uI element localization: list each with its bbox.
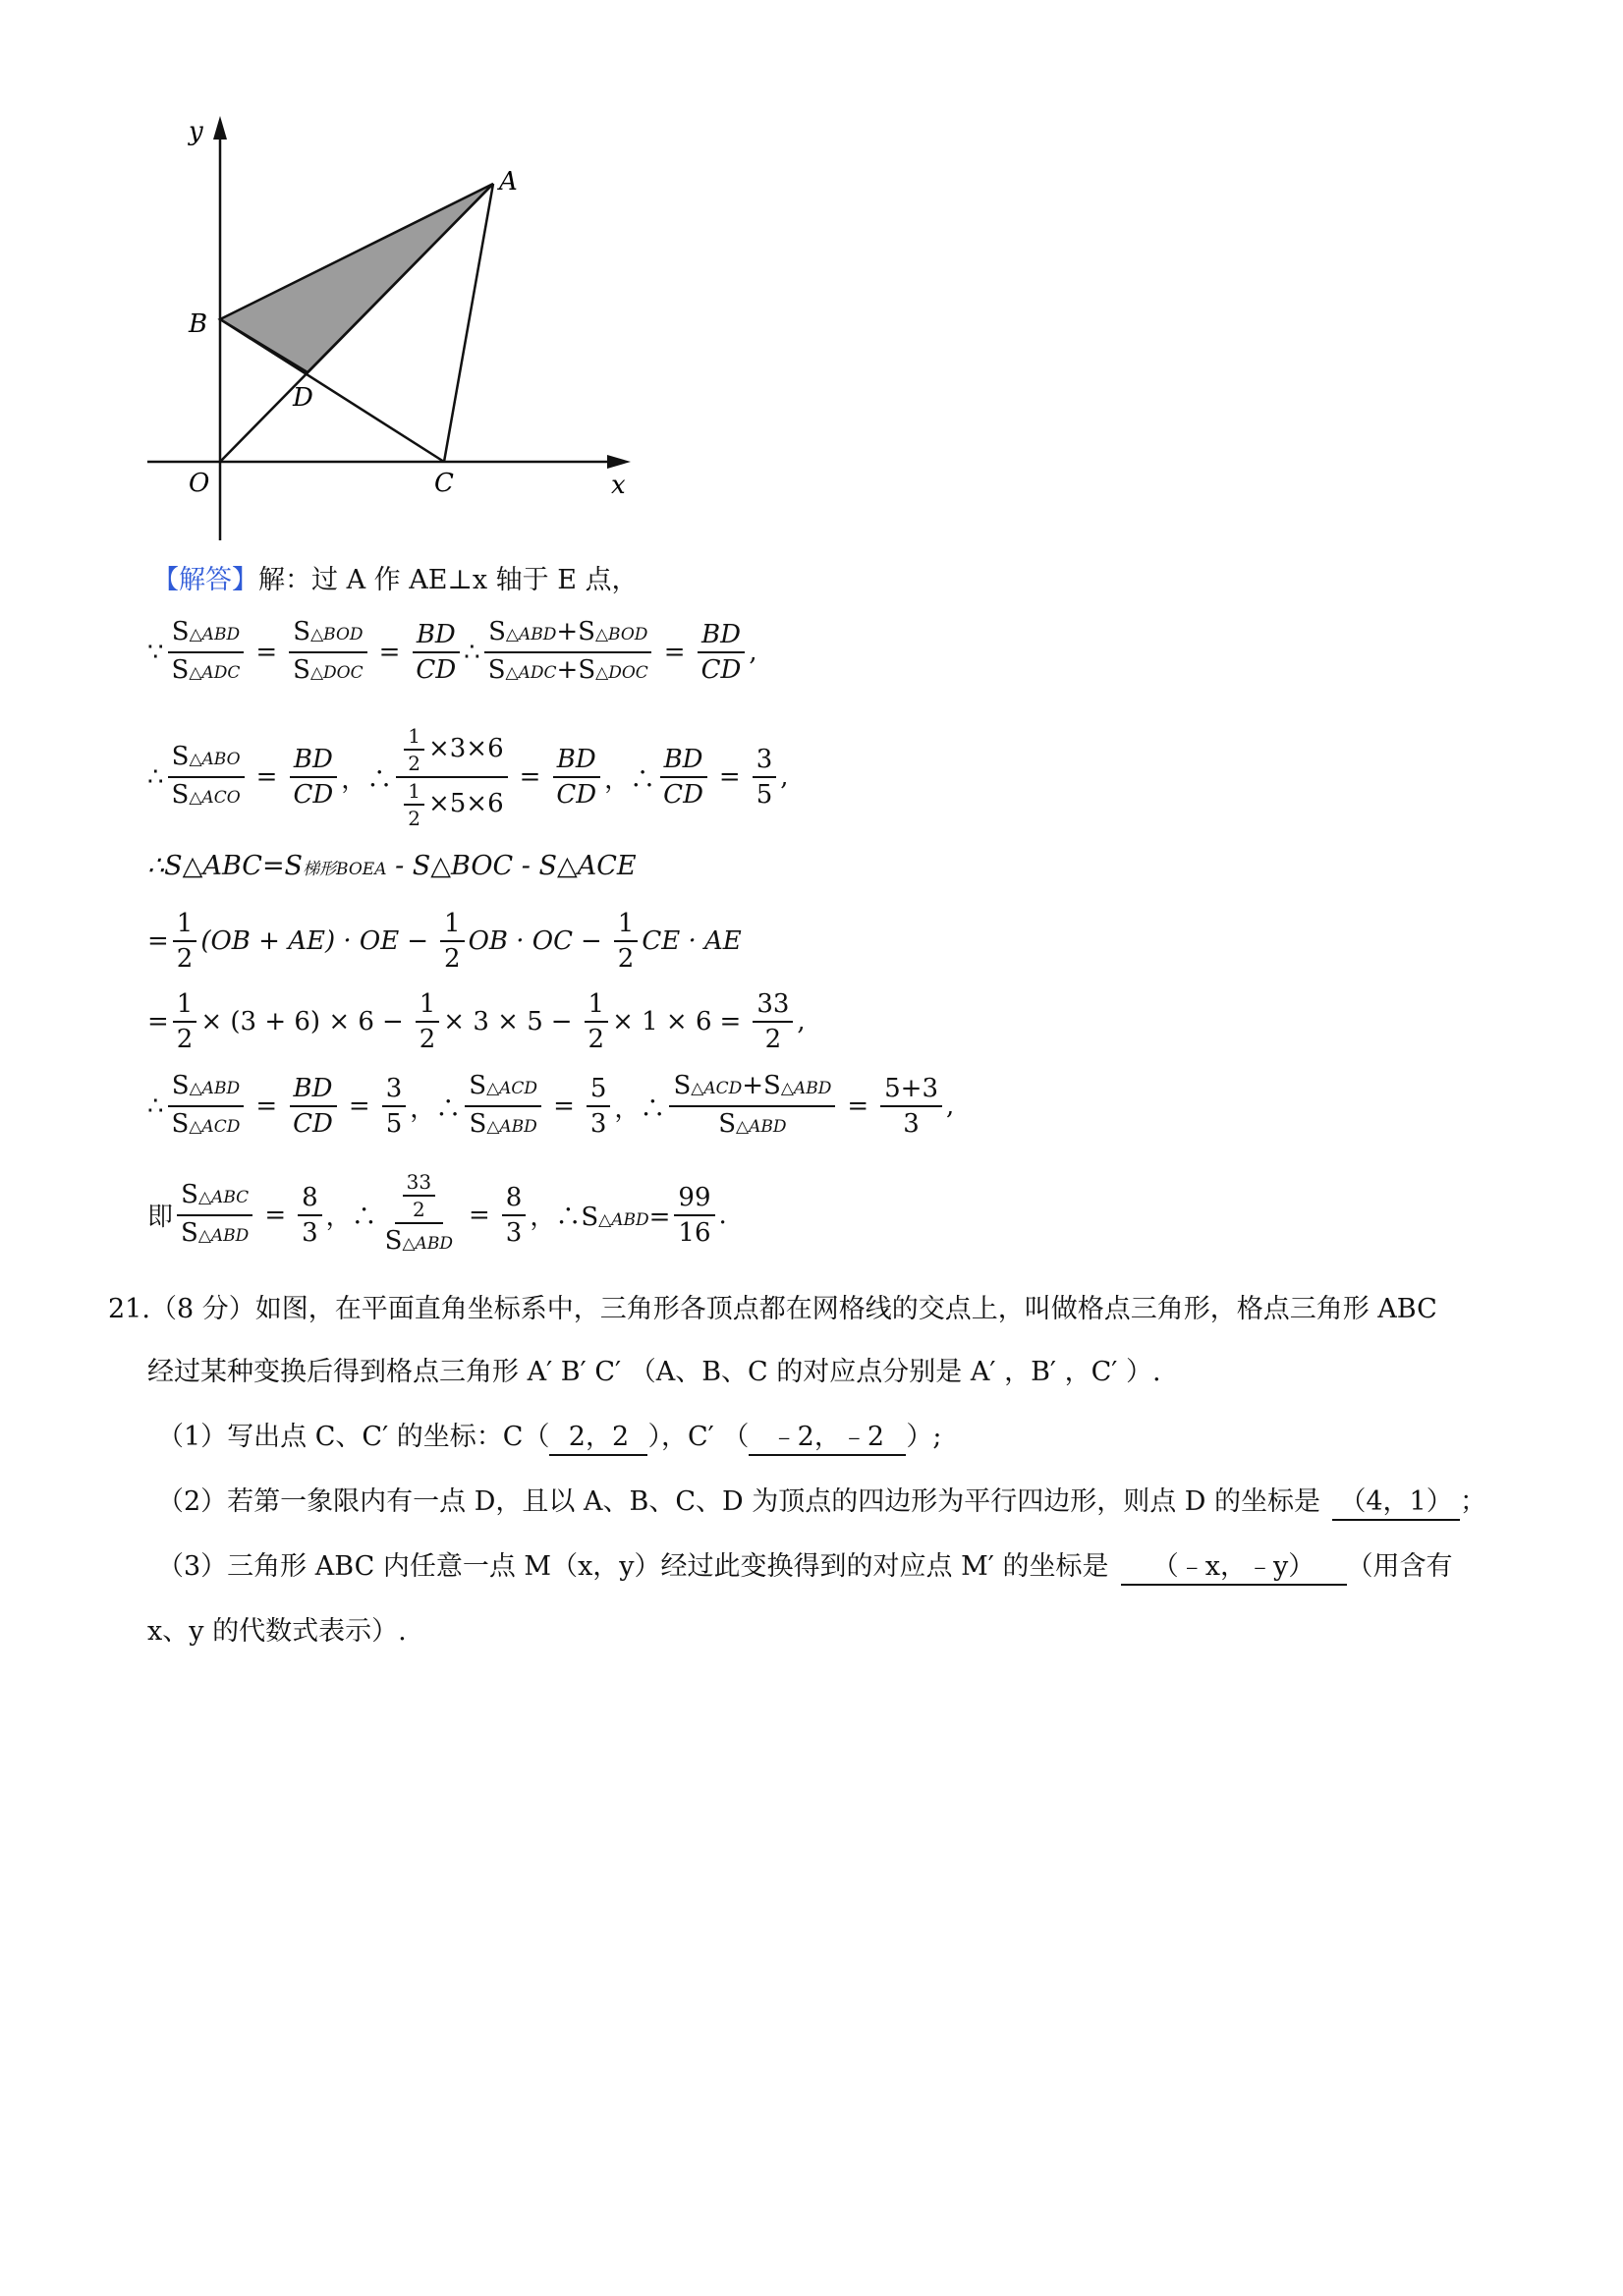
q1-suffix: ）;: [906, 1422, 942, 1452]
solution-tag: 【解答】: [152, 565, 258, 595]
solution-line-7: 即 $\frac{\text{S△ABC}}{\text{S△ABD}}$ = $\frac{8}{3}$ ，∴ $\frac{\frac{33}{2}}{\text{S△ABD}}$ = $\frac{8}{3}$ ，∴S△ABD= $\frac{99}{16}$ .: [147, 1170, 727, 1256]
q1-answer-1: 2，2: [549, 1421, 647, 1456]
line3-prefix: ∴S△ABC=S: [147, 851, 304, 881]
solution-line-6: ∴ $\frac{\text{S△ABD}}{\text{S△ACD}}$ = $\frac{BD}{CD}$ = $\frac{3}{5}$ ，∴ $\frac{\text{S△ACD}}{\text{S△ABD}}$ = $\frac{5}{3}$ ，∴ $\frac{\text{S△ACD+S△ABD}}{\text{S△ABD}}$ = $\frac{5+3}{3}$ ,: [147, 1071, 955, 1139]
x-axis-arrow: [607, 455, 631, 469]
label-b: B: [189, 309, 208, 339]
line3-rest: - S△BOC - S△ACE: [386, 851, 637, 881]
q2-prefix: （2）若第一象限内有一点 D，且以 A、B、C、D 为顶点的四边形为平行四边形，则点 D 的坐标是: [157, 1486, 1321, 1517]
label-c: C: [434, 469, 454, 498]
coordinate-figure: [128, 108, 648, 550]
q2-answer: （4，1）: [1332, 1485, 1460, 1521]
q1-mid: ），C′ （: [647, 1422, 750, 1452]
q3-answer: （﹣x，﹣y）: [1121, 1550, 1347, 1586]
solution-line-2: ∴ $\frac{\text{S△ABO}}{\text{S△ACO}}$ = $\frac{BD}{CD}$ ，∴ $\frac{1}{2}$ ×3×6 $\frac{1}{2}$ ×5×6 = $\frac{BD}{CD}$ ，∴ $\frac{BD}{CD}$ = $\frac{3}{5}$ ,: [147, 724, 789, 830]
solution-line-5: = $\frac{1}{2}$ × (3 + 6) × 6 − $\frac{1}{2}$ × 3 × 5 − $\frac{1}{2}$ × 1 × 6 = $\frac{33}{2}$ ,: [147, 989, 806, 1054]
solution-intro: 解：过 A 作 AE⊥x 轴于 E 点，: [258, 565, 639, 595]
solution-intro-line: [152, 564, 639, 597]
solution-line-1: ∵ $\frac{\text{S△ABD}}{\text{S△ADC}}$ = $\frac{\text{S△BOD}}{\text{S△DOC}}$ = $\frac{BD}{CD}$ ∴ $\frac{\text{S△ABD+S△BOD}}{\text{S△ADC+S△DOC}}$ = $\frac{BD}{CD}$ ,: [147, 617, 757, 685]
label-a: A: [499, 167, 518, 196]
problem21-q3: [157, 1550, 1453, 1586]
q3-prefix: （3）三角形 ABC 内任意一点 M（x，y）经过此变换得到的对应点 M′ 的坐标是: [157, 1551, 1109, 1582]
q2-suffix: ；: [1460, 1486, 1487, 1517]
problem21-q3-line2: x、y 的代数式表示）.: [147, 1616, 407, 1647]
y-axis-arrow: [213, 116, 227, 140]
label-d: D: [293, 383, 313, 413]
label-y: y: [189, 117, 203, 146]
q3-suffix: （用含有: [1346, 1551, 1453, 1582]
line3-sub: 梯形BOEA: [303, 860, 387, 879]
solution-line-4: = $\frac{1}{2}$ (OB + AE) · OE − $\frac{1}{2}$ OB · OC − $\frac{1}{2}$ CE · AE: [147, 909, 742, 974]
problem21-line1: 21.（8 分）如图，在平面直角坐标系中，三角形各顶点都在网格线的交点上，叫做格点三角形，格点三角形 ABC: [108, 1294, 1437, 1324]
q1-prefix: （1）写出点 C、C′ 的坐标：C（: [157, 1422, 550, 1452]
solution-line-3: [147, 850, 637, 886]
problem21-line2: 经过某种变换后得到格点三角形 A′ B′ C′ （A、B、C 的对应点分别是 A′ ，B′ ，C′ ）.: [147, 1357, 1161, 1387]
problem21-q2: [157, 1485, 1486, 1521]
label-o: O: [189, 469, 210, 498]
problem21-q1: [157, 1421, 941, 1456]
q1-answer-2: ﹣2，﹣2: [749, 1421, 906, 1456]
label-x: x: [611, 471, 626, 500]
